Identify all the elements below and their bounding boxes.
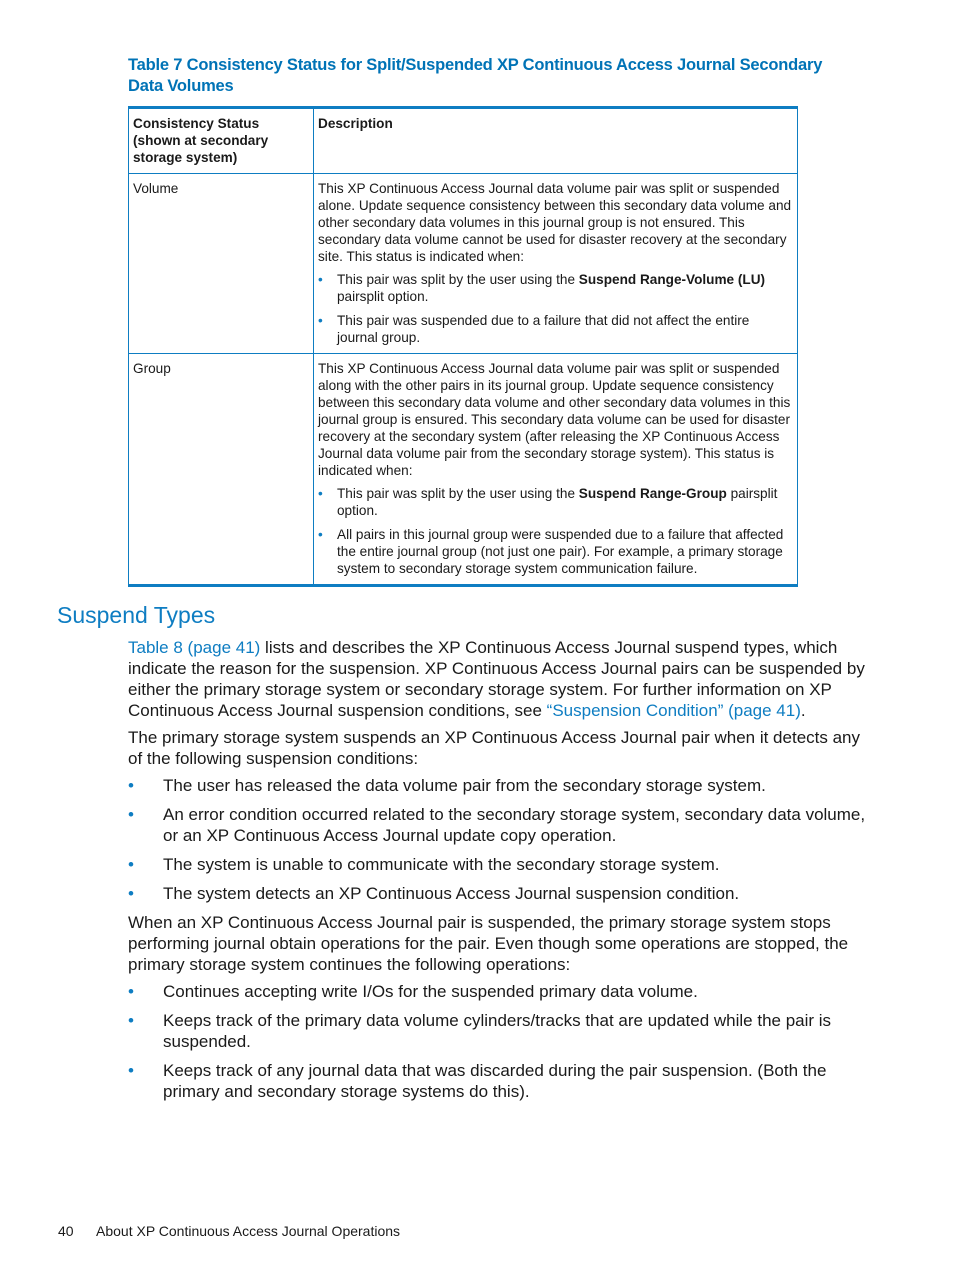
- paragraph: The primary storage system suspends an XP Continuous Access Journal pair when it detects any of the following suspension conditions:: [128, 728, 861, 768]
- table-caption: Table 7 Consistency Status for Split/Suspended XP Continuous Access Journal Secondary Data Volumes: [128, 56, 823, 95]
- list-item: • This pair was split by the user using the Suspend Range-Volume (LU) pairsplit option.: [318, 272, 766, 304]
- table-header-status: Consistency Status (shown at secondary storage system): [129, 108, 314, 174]
- section-title: Suspend Types: [57, 602, 216, 628]
- paragraph: Table 8 (page 41) lists and describes the XP Continuous Access Journal suspend types, which indicate the reason for the suspension. XP Continuous Access Journal pairs can be suspended by either the primary storage system or secondary storage system. For further information on XP Continuous Access Journal suspension conditions, see “Suspension Condition” (page 41).: [128, 638, 865, 720]
- option-name: Suspend Range-Group: [578, 486, 727, 501]
- list-item: • An error condition occurred related to the secondary storage system, secondary data volume, or an XP Continuous Access Journal update copy operation.: [128, 805, 866, 845]
- suspension-conditions-list: [128, 775, 870, 904]
- description-text: This XP Continuous Access Journal data volume pair was split or suspended along with the other pairs in its journal group. Update sequence consistency between this secondary data volume and other secondary data volumes in this journal group is ensured. This secondary data volume can be used for disaster recovery at the secondary system (after releasing the XP Continuous Access Journal data volume pair from the secondary storage system). This status is indicated when:: [318, 361, 791, 478]
- table-header-description: Description: [314, 108, 798, 174]
- bullet-icon: •: [318, 527, 323, 542]
- description-text: This XP Continuous Access Journal data volume pair was split or suspended alone. Update sequence consistency between this secondary data volume and other secondary data volumes in this journal group is not ensured. This secondary data volume cannot be used for disaster recovery at the secondary site. This status is indicated when:: [318, 181, 792, 264]
- bullet-icon: •: [128, 982, 134, 1001]
- bullet-icon: •: [128, 776, 134, 795]
- table-row: [129, 354, 798, 586]
- bullet-icon: •: [318, 486, 323, 501]
- list-item: • Continues accepting write I/Os for the suspended primary data volume.: [128, 982, 698, 1001]
- table-cell-description: [314, 354, 798, 586]
- continued-operations-list: [128, 981, 870, 1102]
- chapter-title: About XP Continuous Access Journal Operations: [96, 1223, 401, 1239]
- page-number: 40: [58, 1223, 74, 1239]
- table-8-link[interactable]: Table 8 (page 41): [128, 638, 261, 657]
- bullet-icon: •: [128, 805, 134, 824]
- option-name: Suspend Range-Volume (LU): [578, 272, 766, 287]
- list-item: • Keeps track of any journal data that was discarded during the pair suspension. (Both the primary and secondary storage systems do this).: [128, 1061, 827, 1101]
- list-item: • Keeps track of the primary data volume cylinders/tracks that are updated while the pair is suspended.: [128, 1011, 832, 1051]
- bullet-icon: •: [318, 272, 323, 287]
- table-row: [129, 174, 798, 354]
- table-cell-status: Group: [129, 354, 314, 586]
- table-header-row: [129, 108, 798, 174]
- bullet-icon: •: [128, 855, 134, 874]
- table-cell-status: Volume: [129, 174, 314, 354]
- list-item: • This pair was suspended due to a failure that did not affect the entire journal group.: [318, 313, 750, 345]
- page-footer: [58, 1222, 400, 1240]
- suspension-condition-link[interactable]: “Suspension Condition” (page 41): [546, 701, 801, 720]
- list-item: • The system is unable to communicate with the secondary storage system.: [128, 855, 720, 874]
- paragraph: When an XP Continuous Access Journal pair is suspended, the primary storage system stops performing journal obtain operations for the pair. Even though some operations are stopped, the primary storage system continues the following operations:: [128, 913, 849, 974]
- list-item: • All pairs in this journal group were suspended due to a failure that affected the entire journal group (not just one pair). For example, a primary storage system to secondary storage system communication failure.: [318, 527, 784, 576]
- bullet-icon: •: [128, 1061, 134, 1080]
- bullet-icon: •: [128, 1011, 134, 1030]
- bullet-icon: •: [128, 884, 134, 903]
- list-item: • This pair was split by the user using the Suspend Range-Group pairsplit option.: [318, 486, 778, 518]
- section-body: [128, 637, 870, 1110]
- consistency-status-table: [128, 106, 798, 587]
- table-cell-description: [314, 174, 798, 354]
- list-item: • The system detects an XP Continuous Access Journal suspension condition.: [128, 884, 740, 903]
- bullet-icon: •: [318, 313, 323, 328]
- list-item: • The user has released the data volume pair from the secondary storage system.: [128, 776, 766, 795]
